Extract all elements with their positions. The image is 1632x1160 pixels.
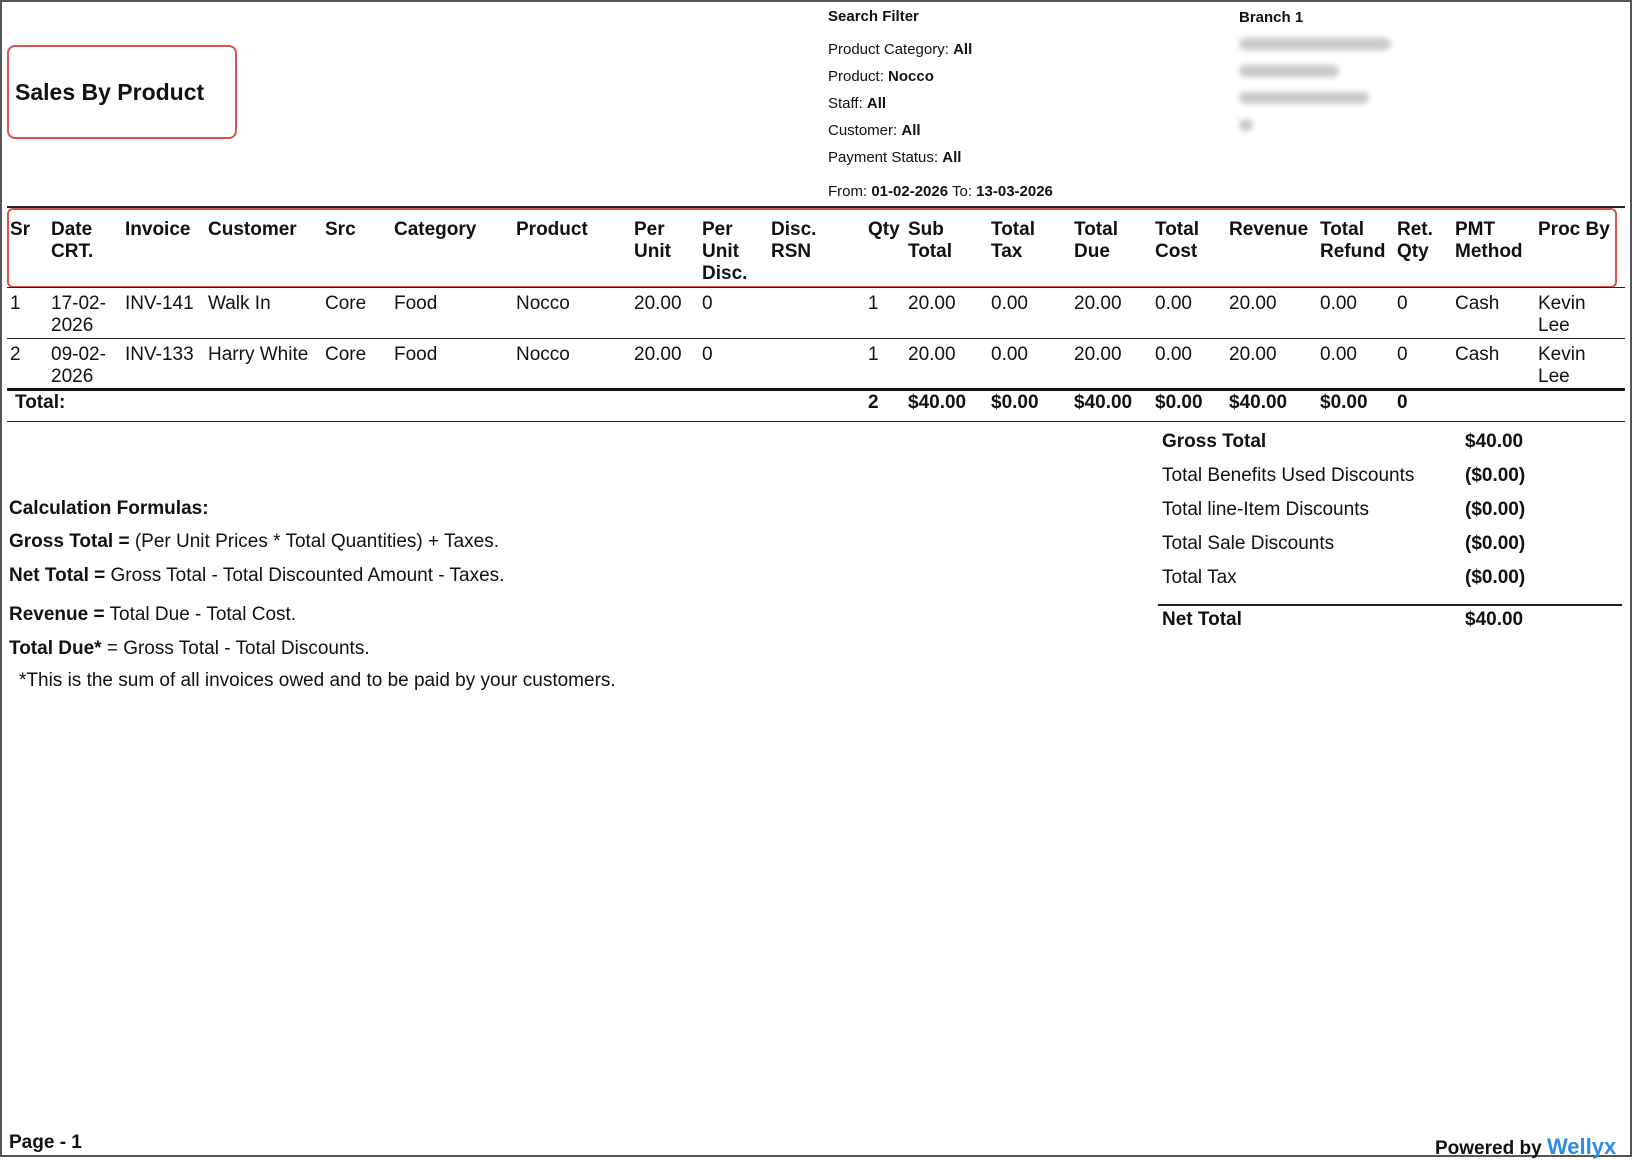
summary-sale-discounts: Total Sale Discounts ($0.00) — [1162, 533, 1526, 554]
column-header-category: Category — [394, 219, 477, 240]
blurred-address-line — [1239, 65, 1339, 77]
cell-product: Nocco — [516, 293, 570, 314]
blurred-phone-line — [1239, 92, 1369, 104]
column-header-total-cost: Total Cost — [1155, 219, 1199, 262]
cell-qty: 1 — [868, 344, 879, 365]
column-header-proc-by: Proc By — [1538, 219, 1610, 240]
filter-staff: Staff: All — [828, 95, 887, 112]
column-header-sub-total: Sub Total — [908, 219, 952, 262]
cell-invoice: INV-133 — [125, 344, 194, 365]
totals-label: Total: — [15, 392, 66, 413]
blurred-address-line — [1239, 38, 1391, 50]
cell-per-unit: 20.00 — [634, 293, 682, 314]
cell-total-tax: 0.00 — [991, 344, 1028, 365]
cell-total-refund: 0.00 — [1320, 344, 1357, 365]
column-header-disc-rsn: Disc. RSN — [771, 219, 817, 262]
totals-total-tax: $0.00 — [991, 392, 1039, 413]
cell-per-unit: 20.00 — [634, 344, 682, 365]
cell-customer: Harry White — [208, 344, 309, 365]
cell-total-cost: 0.00 — [1155, 293, 1192, 314]
column-header-revenue: Revenue — [1229, 219, 1309, 240]
summary-net-total: Net Total $40.00 — [1162, 609, 1524, 630]
column-header-total-tax: Total Tax — [991, 219, 1035, 262]
branch-name: Branch 1 — [1239, 9, 1304, 26]
cell-pmt-method: Cash — [1455, 293, 1500, 314]
column-header-qty: Qty — [868, 219, 900, 240]
row-divider — [7, 338, 1625, 339]
column-header-per-unit-disc: Per Unit Disc. — [702, 219, 748, 284]
cell-date-crt: 09-02- 2026 — [51, 344, 106, 387]
summary-benefits-discounts: Total Benefits Used Discounts ($0.00) — [1162, 465, 1526, 486]
blurred-extra-line — [1239, 119, 1253, 131]
column-header-per-unit: Per Unit — [634, 219, 671, 262]
cell-per-unit-disc: 0 — [702, 344, 713, 365]
cell-ret-qty: 0 — [1397, 293, 1408, 314]
column-header-product: Product — [516, 219, 588, 240]
totals-bottom-rule — [7, 421, 1625, 422]
totals-revenue: $40.00 — [1229, 392, 1288, 413]
totals-sub-total: $40.00 — [908, 392, 967, 413]
cell-sr: 2 — [10, 344, 21, 365]
cell-src: Core — [325, 344, 367, 365]
cell-revenue: 20.00 — [1229, 293, 1277, 314]
column-header-sr: Sr — [10, 219, 31, 240]
cell-revenue: 20.00 — [1229, 344, 1277, 365]
cell-proc-by: Kevin Lee — [1538, 344, 1586, 387]
formula-revenue: Revenue = Total Due - Total Cost. — [9, 604, 297, 625]
summary-total-tax: Total Tax ($0.00) — [1162, 567, 1526, 588]
cell-invoice: INV-141 — [125, 293, 194, 314]
formula-total-due: Total Due* = Gross Total - Total Discounts. — [9, 638, 370, 659]
cell-total-tax: 0.00 — [991, 293, 1028, 314]
totals-total-refund: $0.00 — [1320, 392, 1368, 413]
search-filter-heading: Search Filter — [828, 8, 919, 25]
cell-ret-qty: 0 — [1397, 344, 1408, 365]
summary-line-item-discounts: Total line-Item Discounts ($0.00) — [1162, 499, 1526, 520]
report-title: Sales By Product — [15, 79, 205, 105]
cell-per-unit-disc: 0 — [702, 293, 713, 314]
cell-customer: Walk In — [208, 293, 271, 314]
totals-total-cost: $0.00 — [1155, 392, 1203, 413]
column-header-date-crt: Date CRT. — [51, 219, 94, 262]
filter-payment-status: Payment Status: All — [828, 149, 962, 166]
column-header-total-due: Total Due — [1074, 219, 1118, 262]
cell-sub-total: 20.00 — [908, 293, 956, 314]
cell-product: Nocco — [516, 344, 570, 365]
filter-date-range: From: 01-02-2026 To: 13-03-2026 — [828, 183, 1053, 200]
totals-top-rule — [7, 388, 1625, 391]
page-number: Page - 1 — [9, 1132, 82, 1153]
cell-date-crt: 17-02- 2026 — [51, 293, 106, 336]
summary-gross-total: Gross Total $40.00 — [1162, 431, 1524, 452]
wellyx-brand: Wellyx — [1546, 1134, 1617, 1159]
formulas-heading: Calculation Formulas: — [9, 498, 209, 519]
cell-category: Food — [394, 344, 438, 365]
column-header-invoice: Invoice — [125, 219, 191, 240]
cell-src: Core — [325, 293, 367, 314]
filter-product-category: Product Category: All — [828, 41, 973, 58]
cell-sub-total: 20.00 — [908, 344, 956, 365]
cell-category: Food — [394, 293, 438, 314]
calculation-formulas — [9, 498, 616, 693]
cell-total-refund: 0.00 — [1320, 293, 1357, 314]
cell-total-due: 20.00 — [1074, 344, 1122, 365]
branch-info — [1239, 9, 1391, 146]
formula-gross-total: Gross Total = (Per Unit Prices * Total Quantities) + Taxes. — [9, 531, 499, 552]
totals-total-due: $40.00 — [1074, 392, 1133, 413]
header-bottom-rule — [7, 287, 1625, 288]
cell-proc-by: Kevin Lee — [1538, 293, 1586, 336]
column-header-customer: Customer — [208, 219, 297, 240]
totals-ret-qty: 0 — [1397, 392, 1408, 413]
summary-panel — [1162, 430, 1622, 630]
cell-sr: 1 — [10, 293, 21, 314]
column-header-pmt-method: PMT Method — [1455, 219, 1523, 262]
totals-qty: 2 — [868, 392, 879, 413]
column-header-src: Src — [325, 219, 356, 240]
formula-net-total: Net Total = Gross Total - Total Discounted Amount - Taxes. — [9, 565, 505, 586]
search-filter — [828, 8, 1053, 205]
cell-total-cost: 0.00 — [1155, 344, 1192, 365]
filter-customer: Customer: All — [828, 122, 921, 139]
cell-total-due: 20.00 — [1074, 293, 1122, 314]
formula-note: *This is the sum of all invoices owed and to be paid by your customers. — [19, 670, 616, 691]
column-header-total-refund: Total Refund — [1320, 219, 1386, 262]
cell-qty: 1 — [868, 293, 879, 314]
summary-divider — [1158, 604, 1622, 606]
filter-product: Product: Nocco — [828, 68, 934, 85]
powered-by: Powered by Wellyx — [1435, 1134, 1617, 1159]
cell-pmt-method: Cash — [1455, 344, 1500, 365]
column-header-ret-qty: Ret. Qty — [1397, 219, 1433, 262]
